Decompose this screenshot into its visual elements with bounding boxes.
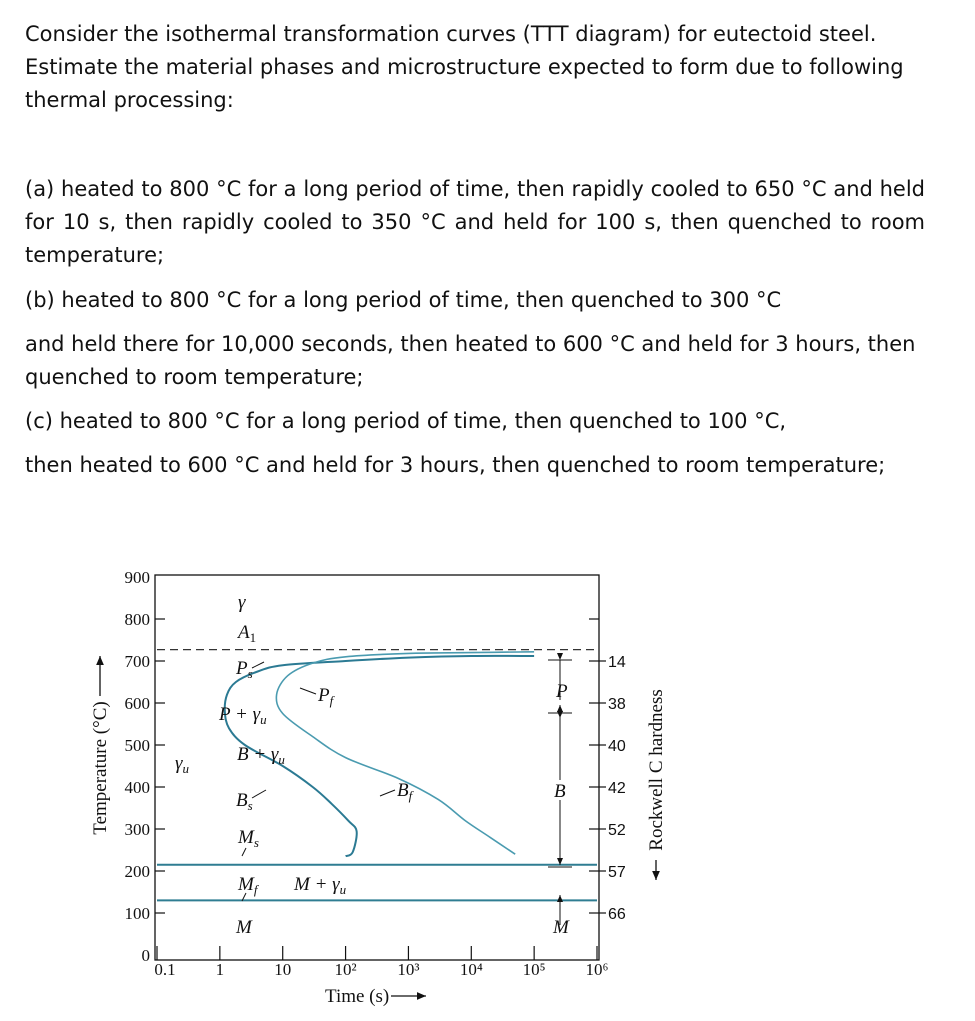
label-mf: $M_f$ (238, 874, 258, 897)
part-c-line2 (25, 449, 925, 482)
x-tick-label: 0.1 (154, 960, 176, 979)
y-tick-label: 500 (124, 736, 150, 755)
x-tick-label: 10² (334, 960, 357, 979)
x-tick-label: 10⁶ (585, 960, 609, 979)
hardness-tick-label: 38 (608, 696, 626, 713)
label-b-plus-gamma: $B + \gamma_u$ (237, 744, 285, 767)
label-m: M (236, 917, 252, 938)
label-bs: $B_s$ (236, 790, 253, 813)
y-tick-label: 900 (124, 568, 150, 587)
bs-pointer (252, 790, 266, 798)
y-tick-label: 700 (124, 652, 150, 671)
y-tick-label: 0 (141, 946, 150, 965)
intro-text (25, 18, 925, 117)
region-labels (175, 592, 570, 938)
label-m-right: M (553, 917, 569, 938)
label-b-right: B (554, 781, 566, 802)
ttt-curves (157, 652, 597, 901)
plot-frame (155, 575, 599, 960)
y-axis-ticks (125, 568, 600, 965)
ttt-diagram (0, 555, 975, 1021)
ps-pointer (252, 662, 264, 668)
y-tick-label: 800 (124, 610, 150, 629)
hardness-tick-label: 52 (608, 822, 626, 839)
hardness-tick-label: 14 (608, 654, 626, 671)
label-gamma-u: $\gamma_u$ (175, 753, 189, 776)
part-b-text-2: and held there for 10,000 seconds, then heated to 600 °C and held for 3 hours, then quenched to room temperature; (25, 332, 916, 389)
x-tick-label: 10⁵ (522, 960, 546, 979)
part-b-line2 (25, 328, 925, 394)
y-axis-label: Temperature (°C) (90, 701, 111, 835)
hardness-axis-title (646, 689, 667, 880)
y-tick-label: 600 (124, 694, 150, 713)
label-p-right: P (556, 681, 568, 702)
part-c-text-2: then heated to 600 °C and held for 3 hours, then quenched to room temperature; (25, 453, 886, 477)
hardness-tick-label: 66 (608, 906, 626, 923)
y-tick-label: 300 (124, 820, 150, 839)
label-a1: $A_1$ (238, 622, 257, 645)
y-tick-label: 400 (124, 778, 150, 797)
hardness-tick-label: 42 (608, 780, 626, 797)
label-bf: $B_f$ (397, 780, 413, 803)
x-tick-label: 10³ (397, 960, 420, 979)
pf-bf-curve (276, 652, 534, 854)
x-tick-label: 10 (274, 960, 292, 979)
hardness-scale (599, 654, 626, 923)
y-tick-label: 100 (124, 904, 150, 923)
hardness-tick-label: 57 (608, 864, 626, 881)
ms-pointer (242, 848, 246, 856)
part-a (25, 173, 925, 272)
part-b-text-1: (b) heated to 800 °C for a long period of time, then quenched to 300 °C (25, 288, 782, 312)
label-pf: $P_f$ (318, 685, 334, 708)
pf-pointer (300, 688, 316, 694)
hardness-tick-label: 40 (608, 738, 626, 755)
x-tick-label: 1 (215, 960, 225, 979)
y-axis-title (90, 656, 111, 835)
hardness-axis-label: Rockwell C hardness (646, 689, 667, 851)
label-m-plus-gamma: $M + \gamma_u$ (294, 874, 347, 897)
label-p-plus-gamma: $P + \gamma_u$ (219, 704, 267, 727)
y-tick-label: 200 (124, 862, 150, 881)
part-c-text-1: (c) heated to 800 °C for a long period of time, then quenched to 100 °C, (25, 409, 787, 433)
x-axis-label: Time (s) (325, 986, 390, 1007)
intro-paragraph: Consider the isothermal transformation curves (TTT diagram) for eutectoid steel. Estimate the material phases and microstructure expected to form due to following thermal processing: (25, 22, 904, 112)
label-gamma: γ (238, 592, 246, 613)
x-axis-ticks (154, 946, 608, 979)
label-ms: $M_s$ (238, 827, 259, 850)
label-ps: $P_s$ (236, 658, 253, 681)
part-a-text: (a) heated to 800 °C for a long period of time, then rapidly cooled to 650 °C and held for 10 s, then rapidly cooled to 350 °C and held for 100 s, then quenched to room temperature; (25, 177, 925, 267)
bf-pointer (380, 790, 395, 796)
part-b-line1 (25, 284, 925, 317)
part-c-line1 (25, 405, 925, 438)
x-tick-label: 10⁴ (459, 960, 483, 979)
